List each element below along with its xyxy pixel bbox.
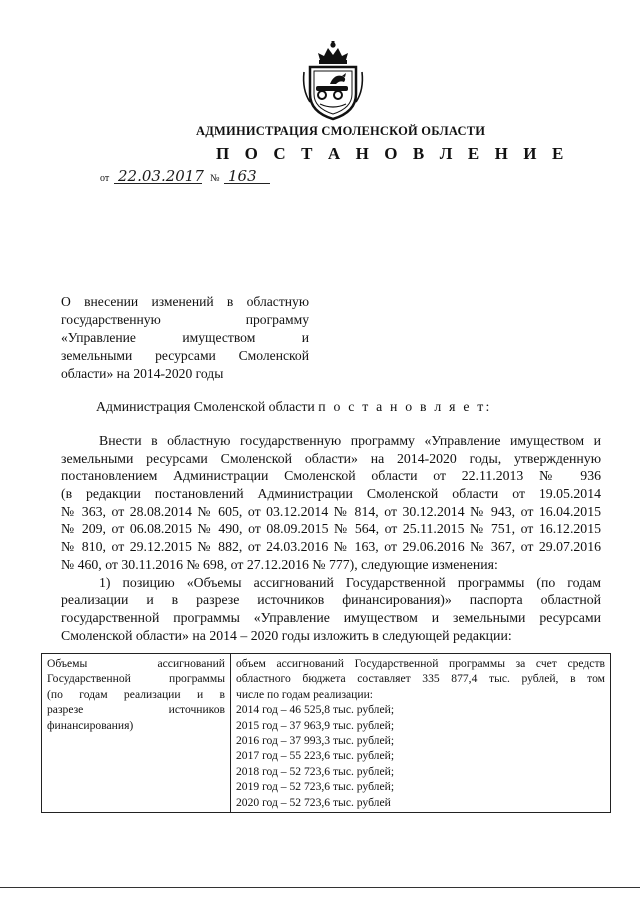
body-line: 1) позицию «Объемы ассигнований Государственной программы (по годам xyxy=(99,574,601,590)
date-number-line xyxy=(100,166,280,188)
subject-line: государственную программу xyxy=(61,312,309,327)
issuing-authority: АДМИНИСТРАЦИЯ СМОЛЕНСКОЙ ОБЛАСТИ xyxy=(196,124,486,138)
label-line: финансирования) xyxy=(47,718,134,732)
body-line: государственной программы «Управление имуществом и земельными ресурсами xyxy=(61,609,601,625)
year-amount-line: 2017 год – 55 223,6 тыс. рублей; xyxy=(236,749,395,763)
value-line: числе по годам реализации: xyxy=(236,687,374,701)
resolution-body xyxy=(61,432,601,644)
label-line: Государственной программы xyxy=(47,672,225,686)
document-subject xyxy=(61,293,309,383)
body-line: № 460, от 30.11.2016 № 698, от 27.12.2016 № 777), следующие изменения: xyxy=(61,556,498,572)
body-line: постановлением Администрации Смоленской области от 22.11.2013 № 936 xyxy=(61,468,601,484)
body-line: (в редакции постановлений Администрации Смоленской области от 19.05.2014 xyxy=(61,486,601,502)
year-amount-line: 2014 год – 46 525,8 тыс. рублей; xyxy=(236,703,395,717)
coat-of-arms-icon xyxy=(300,40,366,122)
resolution-intro xyxy=(96,399,596,415)
value-line: областного бюджета составляет 335 877,4 тыс. рублей, в том xyxy=(236,672,605,686)
handwritten-date: 22.03.2017 xyxy=(118,167,204,185)
number-prefix: № xyxy=(210,173,220,184)
body-line: земельными ресурсами Смоленской области» на 2014-2020 годы, утвержденную xyxy=(61,450,601,466)
year-amount-line: 2015 год – 37 963,9 тыс. рублей; xyxy=(236,718,395,732)
year-amount-line: 2016 год – 37 993,3 тыс. рублей; xyxy=(236,733,395,747)
year-amount-line: 2019 год – 52 723,6 тыс. рублей; xyxy=(236,780,395,794)
date-prefix: от xyxy=(100,173,110,184)
funding-table xyxy=(41,653,611,813)
table-row xyxy=(42,654,611,813)
funding-value-cell xyxy=(231,654,611,813)
value-line: объем ассигнований Государственной программы за счет средств xyxy=(236,657,605,670)
page-bottom-rule xyxy=(0,887,640,888)
year-amount-line: 2020 год – 52 723,6 тыс. рублей xyxy=(236,795,391,809)
funding-label-cell xyxy=(42,654,231,813)
label-line: (по годам реализации и в xyxy=(47,687,225,701)
subject-line: «Управление имуществом и xyxy=(61,330,309,345)
body-line: № 209, от 06.08.2015 № 490, от 08.09.2015 № 564, от 25.11.2015 № 751, от 16.12.2015 xyxy=(61,521,601,537)
label-line: разрезе источников xyxy=(47,703,225,717)
intro-text: Администрация Смоленской области xyxy=(96,399,319,414)
handwritten-number: 163 xyxy=(228,167,257,185)
year-amount-line: 2018 год – 52 723,6 тыс. рублей; xyxy=(236,764,395,778)
body-line: Смоленской области» на 2014 – 2020 годы изложить в следующей редакции: xyxy=(61,627,512,643)
body-line: № 810, от 29.12.2015 № 882, от 24.03.2016 № 163, от 29.06.2016 № 367, от 29.07.2016 xyxy=(61,539,601,555)
intro-decrees: п о с т а н о в л я е т: xyxy=(318,399,492,414)
label-line: Объемы ассигнований xyxy=(47,657,225,670)
document-type-title: П О С Т А Н О В Л Е Н И Е xyxy=(216,144,569,163)
body-line: реализации и в разрезе источников финансирования)» паспорта областной xyxy=(61,592,601,608)
subject-line: О внесении изменений в областную xyxy=(61,294,309,309)
body-line: № 363, от 28.08.2014 № 605, от 03.12.2014 № 814, от 30.12.2014 № 943, от 16.04.2015 xyxy=(61,503,601,519)
subject-line: области» на 2014-2020 годы xyxy=(61,366,224,381)
body-line: Внести в областную государственную программу «Управление имуществом и xyxy=(99,433,601,448)
subject-line: земельными ресурсами Смоленской xyxy=(61,348,309,363)
